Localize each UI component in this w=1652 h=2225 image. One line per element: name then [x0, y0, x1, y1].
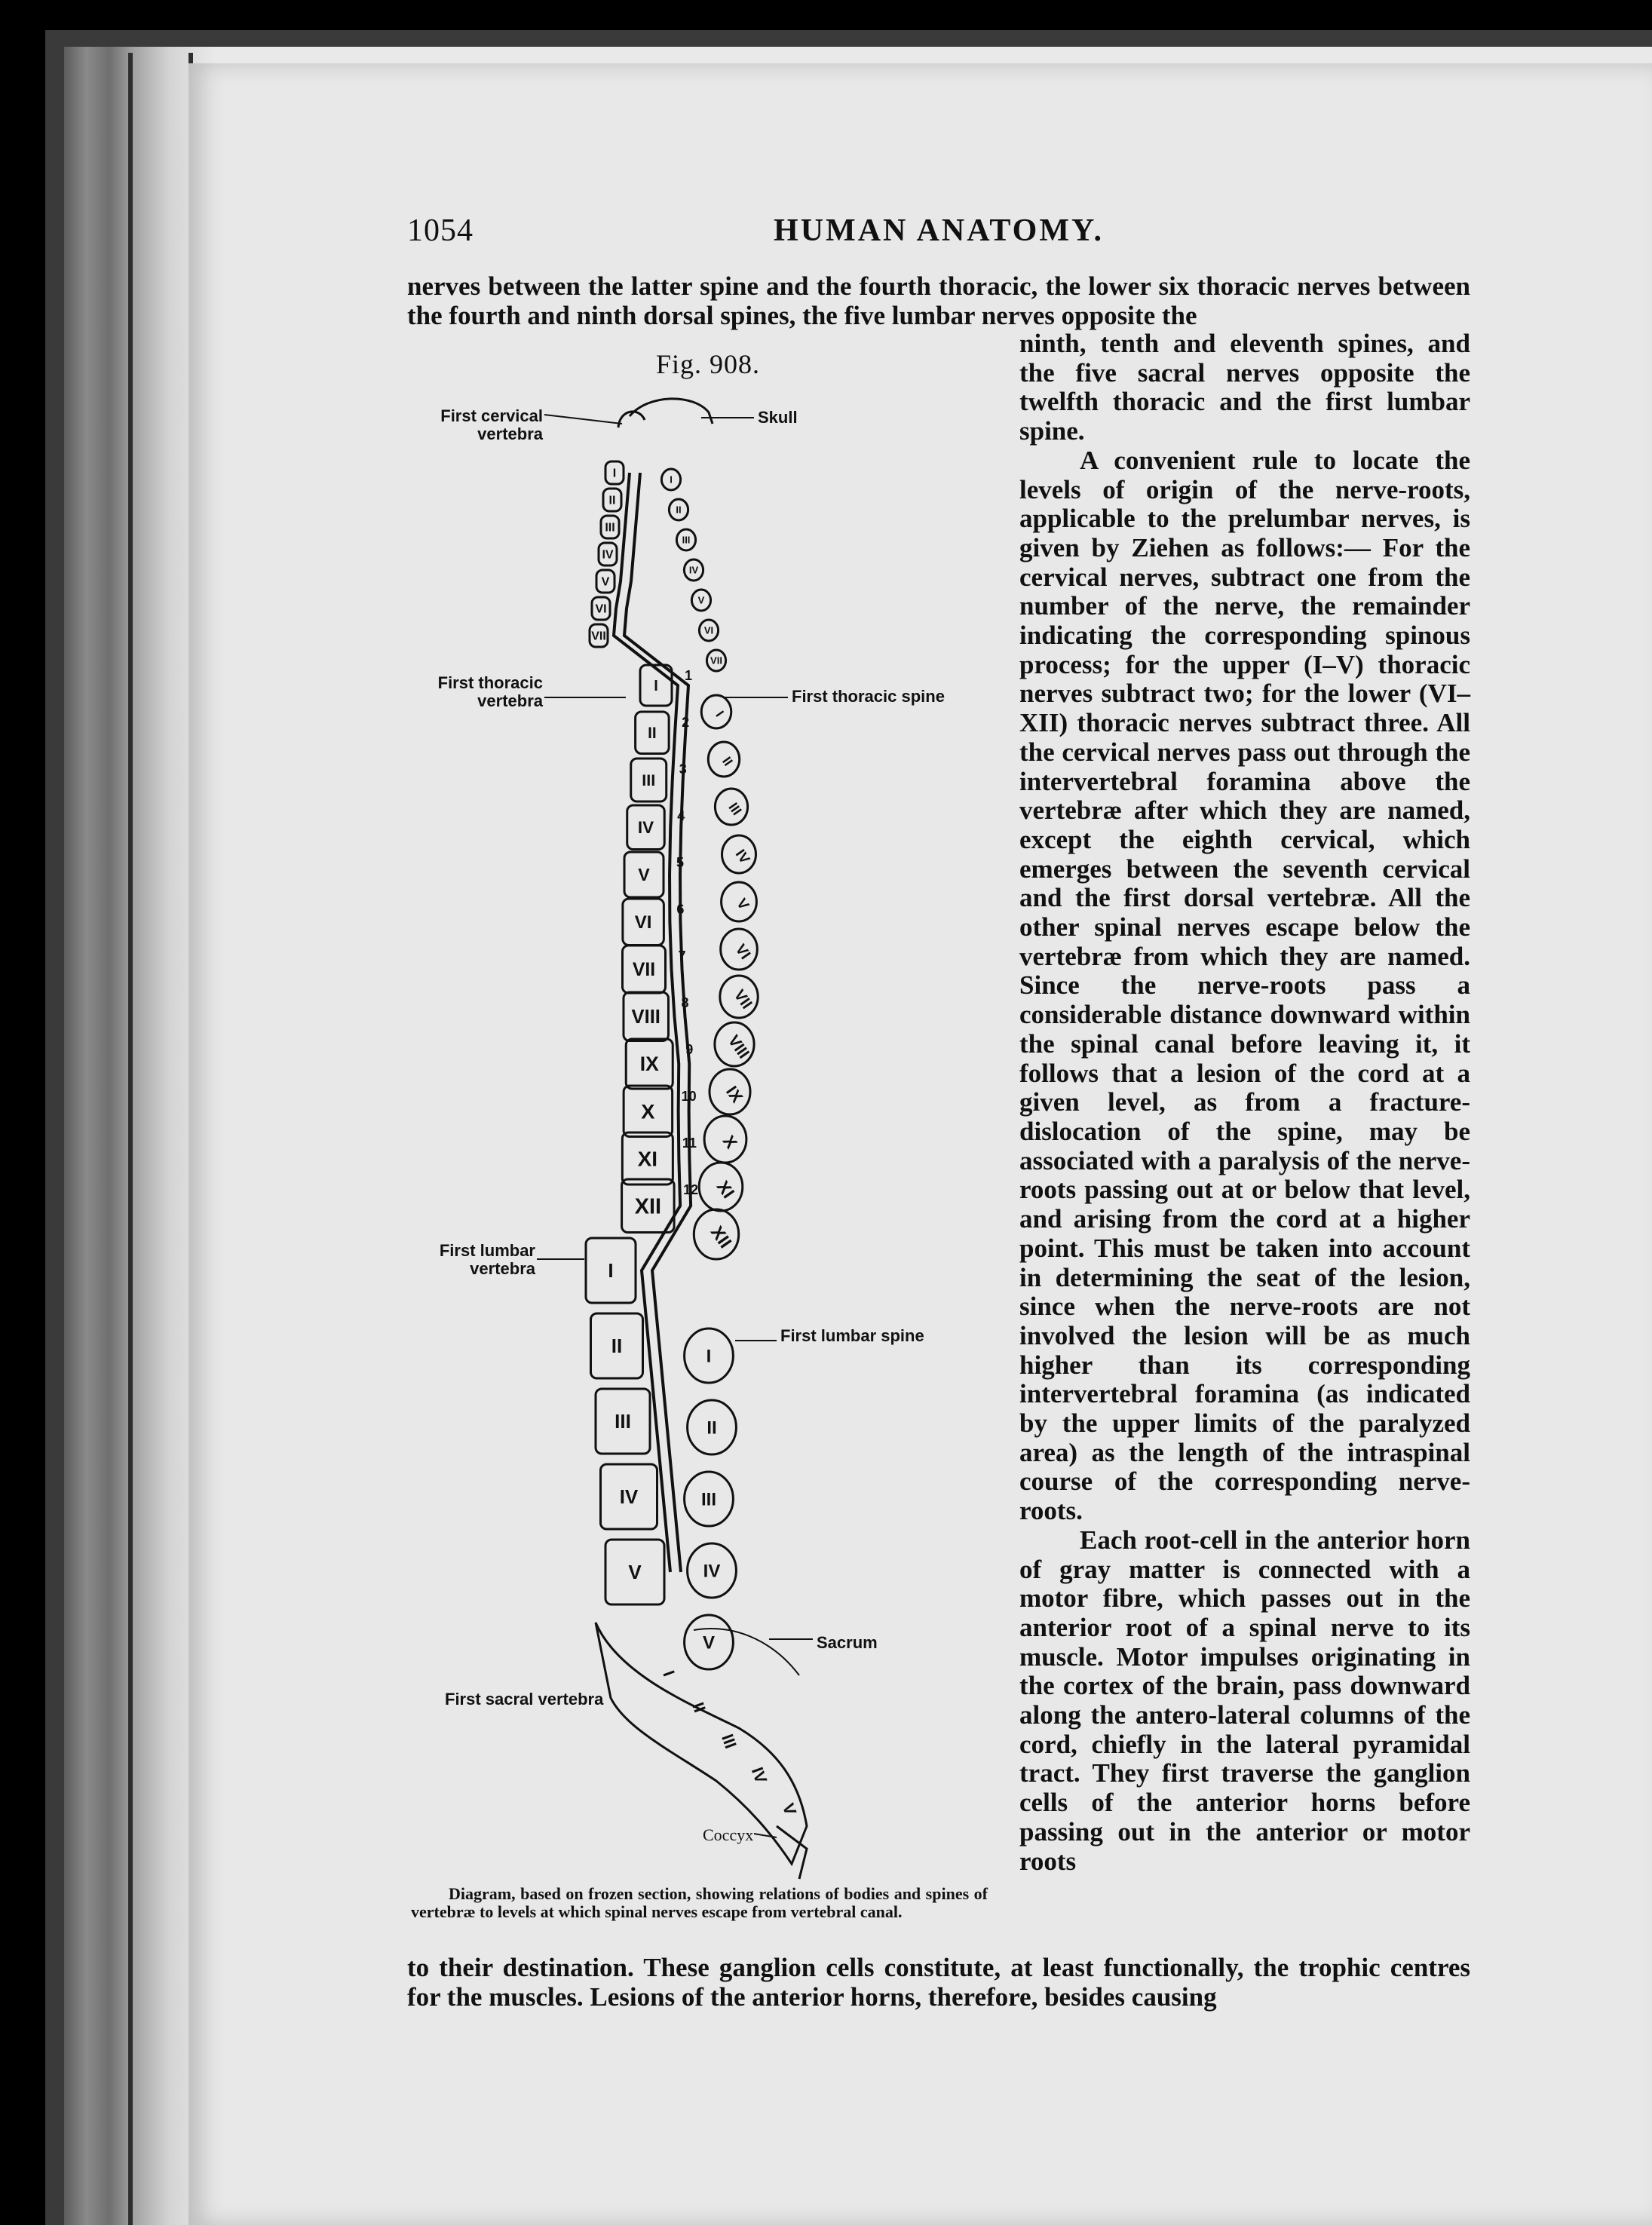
label-first-thoracic-vertebra: First thoracic vertebra — [437, 673, 543, 710]
vertebral-body-numeral: III — [615, 1410, 631, 1433]
nerve-number: 8 — [681, 995, 689, 1010]
spinous-process-numeral: X — [719, 1132, 741, 1152]
vertebral-body-numeral: III — [605, 521, 615, 535]
sacral-numeral: III — [718, 1731, 740, 1751]
spinous-process-numeral: IV — [732, 846, 754, 867]
vertebral-body-numeral: II — [611, 1335, 623, 1358]
spinous-process-numeral: XII — [706, 1222, 735, 1252]
nerve-number: 11 — [682, 1135, 697, 1151]
spinous-process-numeral: V — [733, 895, 752, 913]
leader-line — [544, 415, 622, 424]
label-first-cervical-vertebra: First cervical vertebra — [440, 406, 543, 443]
running-head: HUMAN ANATOMY. — [774, 213, 1104, 248]
vertebral-body-numeral: XI — [637, 1147, 658, 1171]
label-skull: Skull — [758, 408, 798, 427]
vertebral-body-numeral: X — [641, 1099, 655, 1123]
vertebral-body-numeral: I — [612, 467, 617, 480]
vertebral-body-numeral: VI — [634, 912, 652, 933]
vertebral-body-numeral: IV — [602, 548, 614, 562]
nerve-number: 12 — [683, 1182, 699, 1197]
vertebral-body-numeral: V — [601, 575, 610, 589]
sacral-numeral: II — [688, 1699, 710, 1715]
vertebral-body-numeral: IX — [639, 1053, 659, 1076]
vertebral-body-numeral: II — [648, 725, 657, 743]
spinous-process-numeral: II — [719, 753, 736, 769]
label-first-sacral-vertebra: First sacral vertebra — [445, 1690, 604, 1709]
coccyx-outline — [777, 1826, 807, 1879]
paragraph: A convenient rule to locate the levels of origin of the nerve-roots, applicable to the prelumbar nerves, is given by Ziehen as follows:— For the cervical nerves, subtract one from the number of the nerve, the remainder indicating the corresponding spinous process; for the upper (I–V) thoracic nerves subtract two; for the lower (VI–XII) thoracic nerves subtract three. All the cervical nerves pass out through the intervertebral foramina above the vertebræ after which they are named, except the eighth cervical, which emerges between the seventh cervical and the first dorsal vertebræ. All the other spinal nerves escape below the vertebræ from which they are named. Since the nerve-roots pass a considerable distance downward within the spinal canal before leaving it, it follows that a lesion of the cord at a given level, as from a fracture-dislocation of the spine, may be associated with a paralysis of the nerve-roots passing out at or below that level, and arising from the cord at a higher point. This must be taken into account in determining the seat of the lesion, since when the nerve-roots are not involved the lesion will be as much higher than its corresponding intervertebral foramina (as indicated by the upper limits of the paralyzed area) as the length of the intraspinal course of the corresponding nerve-roots. — [1019, 445, 1470, 1526]
spine-diagram — [422, 348, 995, 1924]
spinous-process-numeral: IV — [688, 564, 699, 576]
spinous-process-numeral: III — [700, 1489, 717, 1510]
spinous-process-numeral: VI — [703, 624, 714, 636]
vertebral-body-numeral: III — [642, 771, 656, 790]
body-text-top: nerves between the latter spine and the fourth thoracic, the lower six thoracic nerves between the fourth and ninth dorsal spines, the five lumbar nerves opposite the — [407, 271, 1470, 330]
spinous-process-numeral: VII — [730, 986, 756, 1013]
spinous-process-numeral: VIII — [724, 1032, 752, 1062]
label-sacrum: Sacrum — [817, 1633, 878, 1652]
nerve-number: 4 — [677, 808, 685, 823]
paragraph: Each root-cell in the anterior horn of gray matter is connected with a motor fibre, which passes out in the anterior root of a spinal nerve to its muscle. Motor impulses originating in the cortex of the brain, pass downward along the antero-lateral columns of the cord, chiefly in the lateral pyramidal tract. They first traverse the ganglion cells of the anterior horns before passing out in the anterior or motor roots — [1019, 1525, 1470, 1876]
spinous-process-numeral: IV — [703, 1561, 721, 1582]
nerve-number: 7 — [678, 949, 686, 964]
page-header — [407, 213, 1470, 258]
spinous-process-numeral: II — [706, 1417, 717, 1439]
vertebral-body-numeral: IV — [619, 1485, 639, 1509]
nerve-number: 10 — [681, 1089, 697, 1104]
leader-line — [754, 1834, 777, 1837]
vertebral-body-numeral: V — [638, 865, 650, 885]
nerve-number: 5 — [676, 855, 685, 870]
spinous-process — [701, 695, 731, 728]
spinous-process-numeral: XI — [713, 1177, 739, 1202]
spinous-process-numeral: I — [670, 474, 673, 486]
spinous-process-numeral: VI — [731, 941, 754, 963]
figure-title: Fig. 908. — [656, 349, 761, 379]
body-text-column — [1019, 329, 1470, 1876]
vertebral-body-numeral: XII — [634, 1194, 661, 1219]
spinous-process-numeral: IX — [722, 1082, 747, 1106]
sacral-numeral: V — [778, 1801, 801, 1818]
vertebral-body-numeral: I — [654, 678, 658, 694]
paragraph: ninth, tenth and eleventh spines, and the five sacral nerves opposite the twelfth thoracic and the first lumbar spine. — [1019, 329, 1470, 446]
page-number: 1054 — [407, 213, 474, 248]
label-first-lumbar-spine: First lumbar spine — [780, 1326, 924, 1345]
figure-caption: Diagram, based on frozen section, showing relations of bodies and spines of vertebræ to levels at which spinal nerves escape from vertebral canal. — [411, 1884, 988, 1921]
sacral-numeral: I — [659, 1668, 679, 1679]
nerve-number: 2 — [682, 715, 690, 730]
nerve-number: 6 — [676, 902, 685, 917]
sacrum-outline — [596, 1623, 807, 1864]
spinous-process-numeral: I — [706, 1346, 712, 1367]
body-text-bottom: to their destination. These ganglion cells constitute, at least functionally, the trophic centres for the muscles. Lesions of the anterior horns, therefore, besides causing — [407, 1953, 1470, 2012]
nerve-number: 3 — [679, 762, 687, 777]
spinous-process-numeral: I — [713, 708, 727, 720]
vertebral-body-numeral: I — [608, 1259, 614, 1283]
label-first-lumbar-vertebra: First lumbar vertebra — [439, 1241, 535, 1278]
vertebral-body-numeral: VII — [632, 960, 656, 981]
spinous-process-numeral: III — [725, 799, 745, 818]
spinous-process-numeral: V — [697, 594, 705, 606]
vertebral-body-numeral: VIII — [631, 1007, 660, 1028]
spinous-process-numeral: II — [676, 504, 682, 516]
skull-outline — [630, 399, 713, 424]
page-edge-line — [128, 53, 133, 2225]
spinous-process-numeral: III — [682, 534, 691, 546]
sacral-numeral: IV — [747, 1764, 771, 1786]
spinous-process-numeral: V — [702, 1632, 716, 1653]
figure-spine-diagram — [422, 348, 995, 1924]
spinous-process-numeral: VII — [710, 654, 722, 667]
nerve-number: 9 — [685, 1042, 694, 1057]
vertebral-body-numeral: V — [628, 1561, 642, 1584]
vertebral-body-numeral: IV — [637, 818, 654, 838]
label-coccyx: Coccyx — [703, 1825, 754, 1844]
nerve-number: 1 — [684, 668, 693, 683]
vertebral-body-numeral: VI — [595, 602, 607, 616]
label-first-thoracic-spine: First thoracic spine — [792, 687, 945, 706]
vertebral-body-numeral: II — [608, 494, 616, 507]
vertebral-body-numeral: VII — [591, 630, 606, 643]
